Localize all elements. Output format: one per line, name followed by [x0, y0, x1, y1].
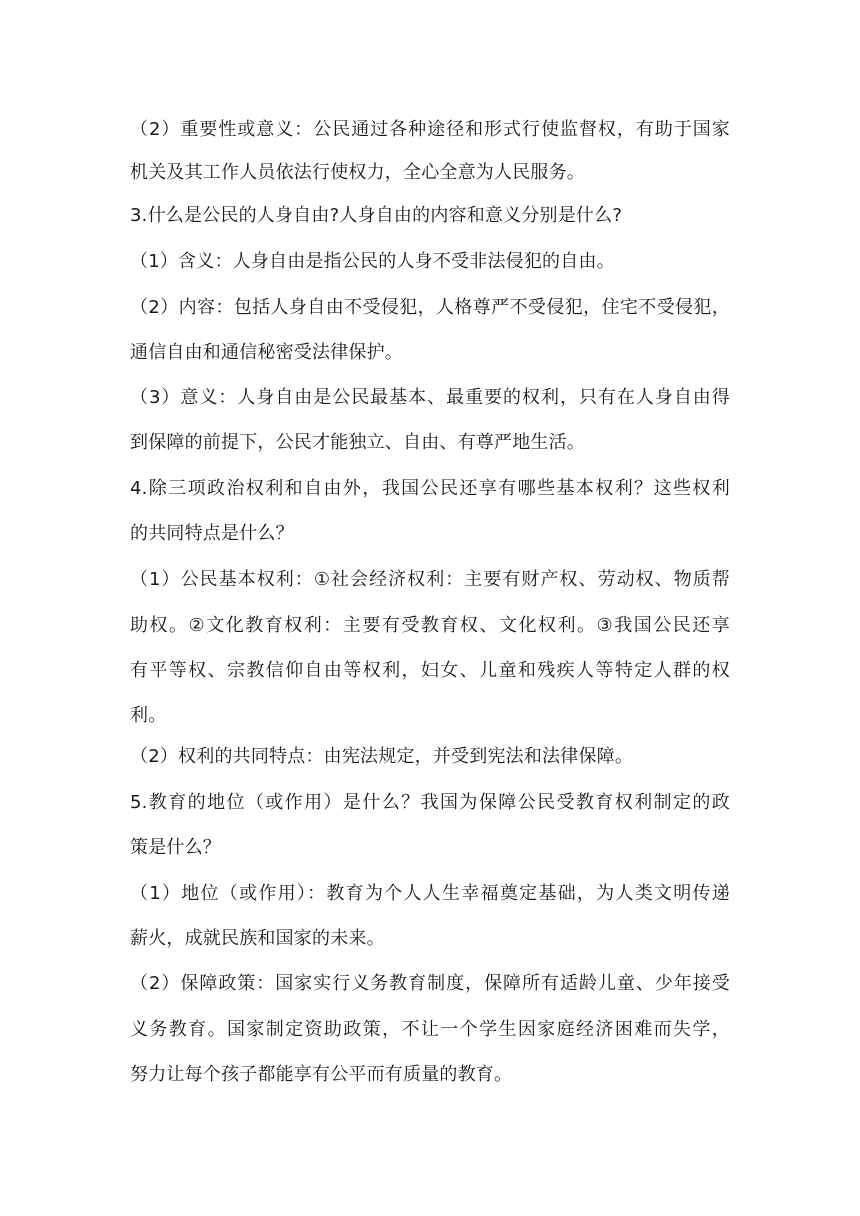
question-heading: 5.教育的地位（或作用）是什么？我国为保障公民受教育权利制定的政: [130, 792, 730, 813]
question-heading: 的共同特点是什么？: [130, 523, 294, 544]
text-line: 努力让每个孩子都能享有公平而有质量的教育。: [130, 1064, 513, 1085]
text-line: （2）重要性或意义：公民通过各种途径和形式行使监督权，有助于国家: [130, 119, 730, 140]
text-line: 义务教育。国家制定资助政策，不让一个学生因家庭经济困难而失学，: [130, 1019, 730, 1040]
text-line: （1）公民基本权利：①社会经济权利：主要有财产权、劳动权、物质帮: [130, 569, 730, 590]
text-line: 薪火，成就民族和国家的未来。: [130, 928, 385, 949]
text-line: 机关及其工作人员依法行使权力，全心全意为人民服务。: [130, 162, 585, 183]
text-line: （2）内容：包括人身自由不受侵犯，人格尊严不受侵犯，住宅不受侵犯，: [130, 297, 730, 318]
text-line: （3）意义：人身自由是公民最基本、最重要的权利，只有在人身自由得: [130, 387, 730, 408]
text-line: 利。: [130, 705, 167, 726]
question-heading: 3.什么是公民的人身自由?人身自由的内容和意义分别是什么?: [130, 205, 623, 226]
text-line: 助权。②文化教育权利：主要有受教育权、文化权利。③我国公民还享: [130, 615, 730, 636]
text-line: 有平等权、宗教信仰自由等权利，妇女、儿童和残疾人等特定人群的权: [130, 660, 730, 681]
text-line: （1）含义：人身自由是指公民的人身不受非法侵犯的自由。: [130, 251, 615, 272]
question-heading: 策是什么？: [130, 837, 221, 858]
question-heading: 4.除三项政治权利和自由外，我国公民还享有哪些基本权利？这些权利: [130, 478, 730, 499]
text-line: （1）地位（或作用）：教育为个人人生幸福奠定基础，为人类文明传递: [130, 883, 730, 904]
text-line: 通信自由和通信秘密受法律保护。: [130, 342, 403, 363]
text-line: 到保障的前提下，公民才能独立、自由、有尊严地生活。: [130, 432, 585, 453]
text-line: （2）权利的共同特点：由宪法规定，并受到宪法和法律保障。: [130, 746, 634, 767]
text-line: （2）保障政策：国家实行义务教育制度，保障所有适龄儿童、少年接受: [130, 973, 730, 994]
